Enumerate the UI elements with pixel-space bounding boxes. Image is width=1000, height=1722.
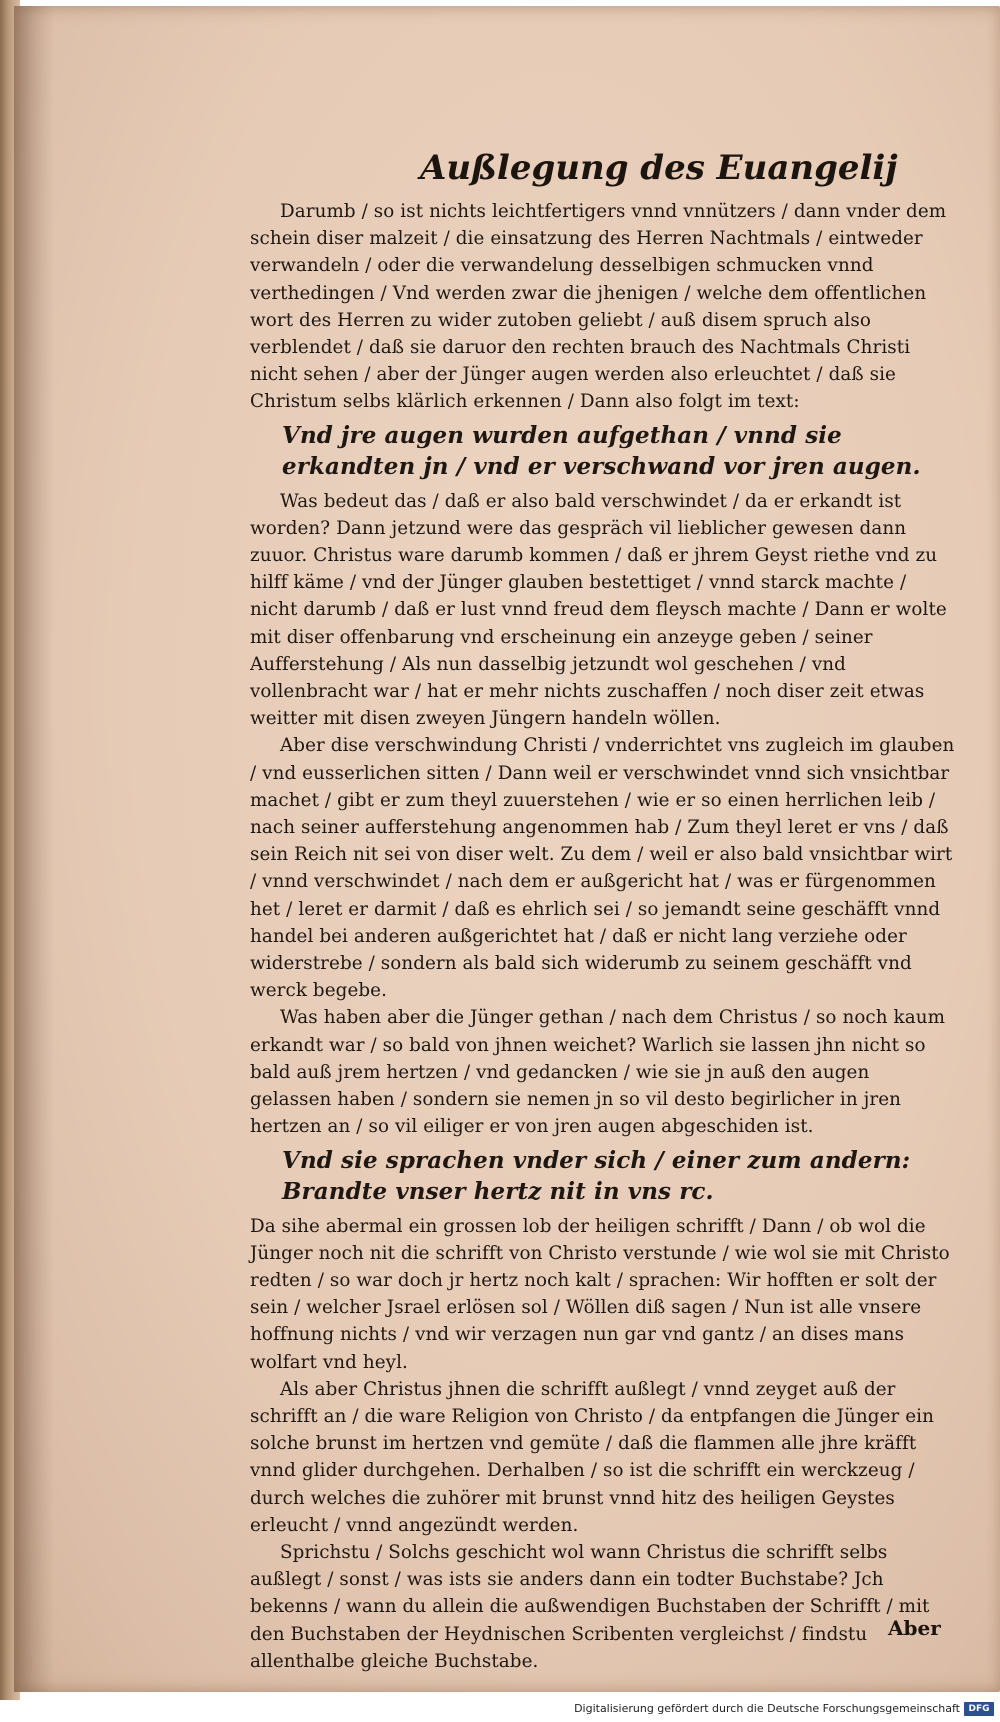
paragraph-5: Da sihe abermal ein grossen lob der heiligen schrifft / Dann / ob wol die Jünger noch nit die schrifft von Christo verstunde / wie wol sie mit Christo redten / so war doch jr hertz noch kalt / sprachen: Wir hofften er solt der sein / welcher Jsrael erlösen sol / Wöllen diß sagen / Nun ist alle vnsere hoffnung nichts / vnd wir verzagen nun gar vnd gantz / an dises mans wolfart vnd heyl. bbox=[250, 1215, 950, 1373]
dfg-logo-icon: DFG bbox=[964, 1702, 994, 1716]
scripture-quote-2: Vnd sie sprachen vnder sich / einer zum andern: Brandte vnser hertz nit in vns rc. bbox=[282, 1146, 911, 1205]
paragraph-7: Sprichstu / Solchs geschicht wol wann Christus die schrifft selbs außlegt / sonst / was ists sie anders dann ein todter Buchstabe? Jch bekenns / wann du allein die außwendigen Buchstaben der Schrifft / mit den Buchstaben der Heydnischen Scribenten vergleichst / findstu allenthalbe gleiche Buchstabe. bbox=[250, 1541, 930, 1672]
scripture-quote-1: Vnd jre augen wurden aufgethan / vnnd sie erkandten jn / vnd er verschwand vor jren augen. bbox=[282, 421, 921, 480]
gutter-shadow bbox=[14, 6, 54, 1692]
paragraph-4: Was haben aber die Jünger gethan / nach dem Christus / so noch kaum erkandt war / so bald von jhnen weichet? Warlich sie lassen jhn nicht so bald auß jrem hertzen / vnd gedancken / wie sie jn auß den augen gelassen haben / sondern sie nemen jn so vil desto begirlicher in jren hertzen an / so vil eiliger er von jren augen abgeschiden ist. bbox=[250, 1007, 946, 1138]
paragraph-1: Darumb / so ist nichts leichtfertigers vnnd vnnützers / dann vnder dem schein diser malzeit / die einsatzung des Herren Nachtmals / eintweder verwandeln / oder die verwandelung desselbigen schmucken vnnd verthedingen / Vnd werden zwar die jhenigen / welche dem offentlichen wort des Herren zu wider zutoben geliebt / auß disem spruch also verblendet / daß sie daruor den rechten brauch des Nachtmals Christi nicht sehen / aber der Jünger augen werden also erleuchtet / daß sie Christum selbs klärlich erkennen / Dann also folgt im text: bbox=[250, 201, 947, 413]
paragraph-6: Als aber Christus jhnen die schrifft außlegt / vnnd zeyget auß der schrifft an / die ware Religion von Christo / da entpfangen die Jünger ein solche brunst im hertzen vnd gemüte / daß die flammen alle jhre kräfft vnnd glider durchgehen. Derhalben / so ist die schrifft ein werckzeug / durch welches die zuhörer mit brunst vnnd hitz des heiligen Geystes erleucht / vnnd angezündt werden. bbox=[250, 1378, 934, 1536]
text-column bbox=[250, 198, 955, 1675]
digitization-credit: Digitalisierung gefördert durch die Deutsche Forschungsgemeinschaft bbox=[574, 1702, 960, 1715]
paragraph-2: Was bedeut das / daß er also bald verschwindet / da er erkandt ist worden? Dann jetzund were das gespräch vil lieblicher gewesen dann zuuor. Christus ware darumb kommen / daß er jhrem Geyst riethe vnd zu hilff käme / vnd der Jünger glauben bestettiget / vnnd starck machte / nicht darumb / daß er lust vnnd freud dem fleysch machte / Dann er wolte mit diser offenbarung vnd erscheinung ein anzeyge geben / seiner Aufferstehung / Als nun dasselbig jetzundt wol geschehen / vnd vollenbracht war / hat er mehr nichts zuschaffen / noch diser zeit etwas weitter mit disen zweyen Jüngern handeln wöllen. bbox=[250, 490, 947, 730]
paragraph-3: Aber dise verschwindung Christi / vnderrichtet vns zugleich im glauben / vnd eusserlichen sitten / Dann weil er verschwindet vnnd sich vnsichtbar machet / gibt er zum theyl zuuerstehen / wie er so einen herrlichen leib / nach seiner aufferstehung angenommen hab / Zum theyl leret er vns / daß sein Reich nit sei von diser welt. Zu dem / weil er also bald vnsichtbar wirt / vnnd verschwindet / nach dem er außgericht hat / was er fürgenommen het / leret er darmit / daß es ehrlich sei / so jemandt seine geschäfft vnnd handel bei anderen außgerichtet hat / daß er nicht lang verziehe oder widerstrebe / sondern als bald sich widerumb zu seinem geschäfft vnd werck begebe. bbox=[250, 735, 955, 1002]
catchword: Aber bbox=[888, 1616, 941, 1640]
running-head: Außlegung des Euangelij bbox=[420, 148, 898, 188]
